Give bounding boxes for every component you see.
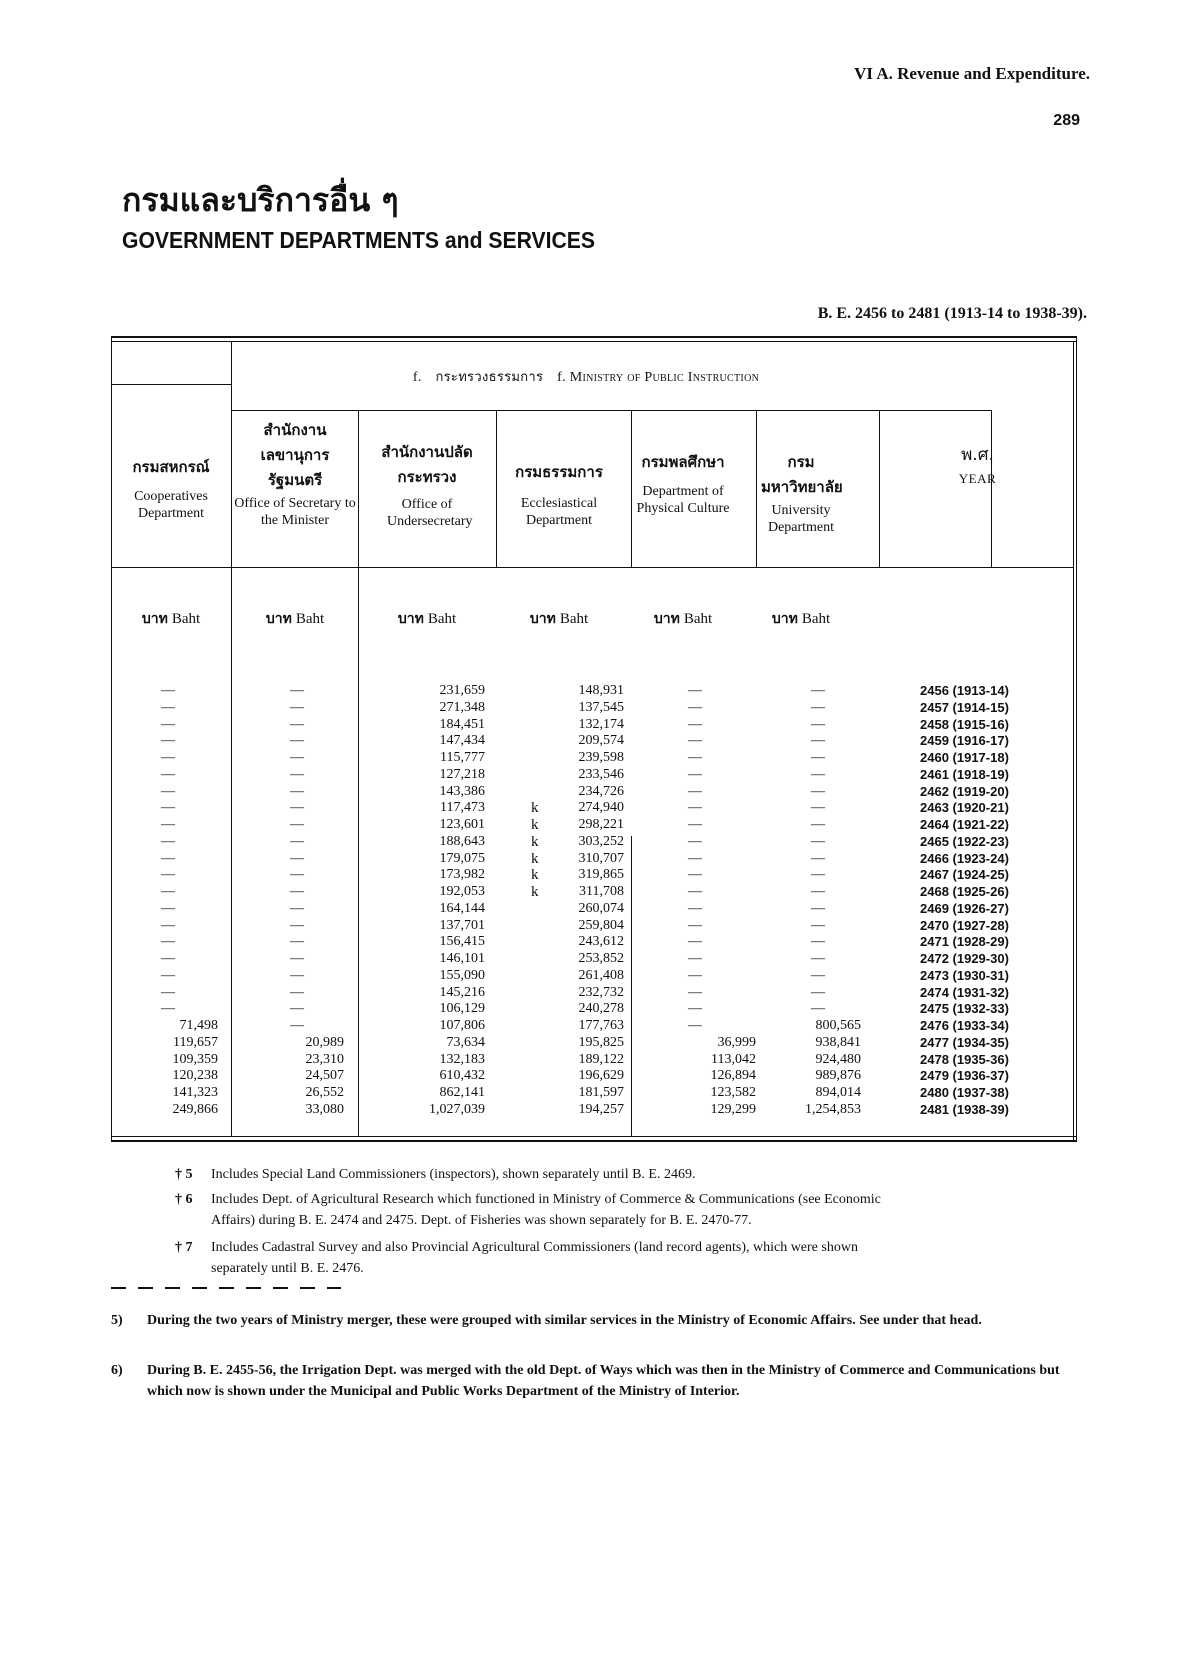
- ministry-heading: [236, 366, 936, 387]
- table-cell: 253,852: [578, 951, 624, 966]
- table-cell: 164,144: [439, 900, 485, 916]
- footnote-7: † 7 Includes Cadastral Survey and also Provincial Agricultural Commissioners (land record agents), which were shown separately until B. E. 2476.: [175, 1240, 858, 1276]
- section-header: VI A. Revenue and Expenditure.: [854, 64, 1090, 83]
- year-label: 2464 (1921-22): [920, 817, 1009, 832]
- column-header-year: พ.ศ. YEAR: [958, 445, 997, 486]
- table-cell: —: [290, 884, 304, 899]
- table-cell: —: [811, 917, 825, 933]
- table-cell: 1,027,039: [429, 1101, 485, 1117]
- table-cell: —: [290, 1018, 304, 1033]
- table-cell: 120,238: [172, 1068, 218, 1084]
- period-range: B. E. 2456 to 2481 (1913-14 to 1938-39).: [817, 305, 1087, 322]
- table-cell: —: [688, 884, 702, 899]
- table-cell: 145,216: [439, 984, 485, 1000]
- column-header-undersecretary: สำนักงานปลัดกระทรวง Office of Undersecretary: [381, 443, 473, 529]
- table-cell: 36,999: [717, 1034, 756, 1050]
- footnote-marker: k: [531, 817, 539, 833]
- table-cell: 231,659: [439, 683, 485, 698]
- table-row: [0, 800, 1181, 817]
- table-cell: —: [688, 951, 702, 966]
- column-header-physical-culture: กรมพลศึกษา Department of Physical Culture: [636, 453, 730, 516]
- table-cell: —: [811, 850, 825, 866]
- table-cell: —: [290, 800, 304, 816]
- table-cell: 123,601: [439, 817, 485, 832]
- column-header-ecclesiastical: กรมธรรมการ Ecclesiastical Department: [515, 463, 603, 528]
- table-cell: 113,042: [711, 1051, 756, 1067]
- table-cell: 109,359: [172, 1051, 218, 1067]
- note-6: 6) During B. E. 2455-56, the Irrigation Dept. was merged with the old Dept. of Ways which was then in the Ministry of Commerce and Communications but which now is shown under the Municipal and Public Works Department of the Ministry of Interior.: [111, 1363, 1060, 1399]
- table-cell: 179,075: [439, 850, 485, 866]
- table-row: [0, 1085, 1181, 1102]
- table-cell: 195,825: [578, 1034, 624, 1050]
- table-cell: —: [688, 867, 702, 883]
- table-cell: 800,565: [815, 1018, 861, 1033]
- table-row: [0, 700, 1181, 717]
- table-row: [0, 1001, 1181, 1018]
- table-row: [0, 985, 1181, 1002]
- table-cell: 319,865: [578, 867, 624, 883]
- table-row: [0, 767, 1181, 784]
- table-cell: 26,552: [305, 1085, 344, 1100]
- table-row: [0, 717, 1181, 734]
- unit-label-ecclesiastical: บาท Baht: [529, 611, 589, 627]
- table-cell: —: [688, 800, 702, 816]
- table-row: [0, 784, 1181, 801]
- table-cell: —: [811, 716, 825, 732]
- table-cell: —: [290, 967, 304, 983]
- table-cell: —: [811, 884, 825, 899]
- table-cell: 249,866: [172, 1101, 218, 1117]
- table-cell: —: [811, 800, 825, 816]
- table-cell: 233,546: [578, 766, 624, 782]
- table-cell: 192,053: [439, 884, 485, 899]
- table-cell: 298,221: [578, 817, 624, 832]
- table-cell: 311,708: [579, 884, 624, 899]
- table-cell: —: [290, 733, 304, 749]
- year-label: 2479 (1936-37): [920, 1068, 1009, 1084]
- table-cell: 20,989: [305, 1034, 344, 1050]
- table-cell: —: [688, 750, 702, 765]
- table-row: [0, 817, 1181, 834]
- table-cell: 181,597: [578, 1085, 624, 1100]
- year-label: 2465 (1922-23): [920, 833, 1009, 849]
- ministry-name-english: Ministry of Public Instruction: [569, 370, 760, 385]
- table-row: [0, 968, 1181, 985]
- year-label: 2462 (1919-20): [920, 783, 1009, 799]
- table-row: [0, 1052, 1181, 1069]
- table-cell: —: [290, 699, 304, 715]
- table-cell: —: [161, 699, 175, 715]
- table-cell: —: [811, 934, 825, 950]
- table-row: [0, 733, 1181, 750]
- table-cell: 177,763: [578, 1018, 624, 1033]
- year-label: 2472 (1929-30): [920, 951, 1009, 966]
- year-label: 2456 (1913-14): [920, 683, 1009, 698]
- table-row: [0, 867, 1181, 884]
- table-cell: 194,257: [578, 1101, 624, 1117]
- column-header-secretary: สำนักงานเลขานุการรัฐมนตรี Office of Secretary to the Minister: [234, 421, 356, 528]
- table-row: [0, 683, 1181, 700]
- table-cell: —: [161, 683, 175, 698]
- table-cell: 73,634: [446, 1034, 485, 1050]
- table-cell: 938,841: [815, 1034, 861, 1050]
- table-cell: —: [290, 867, 304, 883]
- table-cell: 184,451: [439, 716, 485, 732]
- table-cell: —: [290, 750, 304, 765]
- year-label: 2469 (1926-27): [920, 900, 1009, 916]
- table-cell: 310,707: [578, 850, 624, 866]
- year-label: 2467 (1924-25): [920, 867, 1009, 883]
- table-cell: 232,732: [578, 984, 624, 1000]
- table-cell: —: [290, 934, 304, 950]
- table-cell: 132,183: [439, 1051, 485, 1067]
- table-cell: —: [811, 867, 825, 883]
- table-cell: 147,434: [439, 733, 485, 749]
- unit-label-undersecretary: บาท Baht: [397, 611, 457, 627]
- table-cell: 137,701: [439, 917, 485, 933]
- table-cell: —: [290, 850, 304, 866]
- dashed-divider: [111, 1287, 341, 1289]
- table-cell: —: [688, 1018, 702, 1033]
- table-cell: —: [161, 817, 175, 832]
- table-cell: 132,174: [578, 716, 624, 732]
- table-row: [0, 884, 1181, 901]
- table-cell: —: [161, 833, 175, 849]
- table-cell: —: [688, 967, 702, 983]
- table-cell: 137,545: [578, 699, 624, 715]
- year-label: 2466 (1923-24): [920, 850, 1009, 866]
- table-cell: —: [290, 917, 304, 933]
- table-cell: 129,299: [710, 1101, 756, 1117]
- table-cell: —: [688, 900, 702, 916]
- table-cell: 127,218: [439, 766, 485, 782]
- table-cell: 156,415: [439, 934, 485, 950]
- unit-label-physical-culture: บาท Baht: [653, 611, 713, 627]
- ministry-number-thai: f.: [412, 370, 422, 385]
- table-cell: 23,310: [305, 1051, 344, 1067]
- table-cell: —: [290, 783, 304, 799]
- year-label: 2463 (1920-21): [920, 800, 1009, 816]
- table-cell: —: [811, 900, 825, 916]
- table-cell: —: [290, 1001, 304, 1017]
- footnote-6: † 6 Includes Dept. of Agricultural Research which functioned in Ministry of Commerce & Communications (see Economic Affairs) during B. E. 2474 and 2475. Dept. of Fisheries was shown separately for B. E. 2470-77.: [175, 1192, 881, 1228]
- year-label: 2471 (1928-29): [920, 934, 1009, 950]
- table-cell: 862,141: [439, 1085, 485, 1100]
- table-cell: —: [688, 833, 702, 849]
- year-label: 2459 (1916-17): [920, 733, 1009, 749]
- year-label: 2478 (1935-36): [920, 1051, 1009, 1067]
- year-label: 2457 (1914-15): [920, 699, 1009, 715]
- table-cell: —: [811, 766, 825, 782]
- year-label: 2481 (1938-39): [920, 1101, 1009, 1117]
- table-row: [0, 934, 1181, 951]
- table-cell: —: [161, 733, 175, 749]
- table-cell: 239,598: [578, 750, 624, 765]
- table-cell: 119,657: [173, 1034, 218, 1050]
- year-label: 2476 (1933-34): [920, 1018, 1009, 1033]
- unit-label-university: บาท Baht: [771, 611, 831, 627]
- table-cell: 115,777: [440, 750, 485, 765]
- table-cell: 24,507: [305, 1068, 344, 1084]
- page-number: 289: [1053, 112, 1080, 129]
- table-cell: —: [161, 984, 175, 1000]
- table-cell: —: [688, 934, 702, 950]
- table-cell: 924,480: [815, 1051, 861, 1067]
- note-5: 5) During the two years of Ministry merger, these were grouped with similar services in the Ministry of Economic Affairs. See under that head.: [111, 1313, 982, 1328]
- table-cell: —: [688, 699, 702, 715]
- table-row: [0, 851, 1181, 868]
- table-cell: —: [161, 900, 175, 916]
- table-cell: 106,129: [439, 1001, 485, 1017]
- table-cell: 234,726: [578, 783, 624, 799]
- table-cell: —: [811, 1001, 825, 1017]
- table-cell: —: [811, 733, 825, 749]
- table-cell: —: [811, 984, 825, 1000]
- table-cell: —: [161, 934, 175, 950]
- table-cell: —: [290, 984, 304, 1000]
- footnote-marker: k: [531, 800, 539, 817]
- year-label: 2477 (1934-35): [920, 1034, 1009, 1050]
- table-row: [0, 951, 1181, 968]
- table-cell: 123,582: [710, 1085, 756, 1100]
- table-cell: 261,408: [578, 967, 624, 983]
- column-header-cooperatives: กรมสหกรณ์ Cooperatives Department: [132, 458, 210, 521]
- table-cell: 240,278: [578, 1001, 624, 1017]
- table-cell: —: [290, 951, 304, 966]
- table-cell: 71,498: [179, 1018, 218, 1033]
- table-cell: —: [161, 1001, 175, 1017]
- ministry-name-thai: กระทรวงธรรมการ: [435, 370, 544, 385]
- table-cell: 271,348: [439, 699, 485, 715]
- footnote-marker: k: [531, 867, 539, 884]
- table-cell: 143,386: [439, 783, 485, 799]
- table-row: [0, 1018, 1181, 1035]
- table-cell: —: [688, 683, 702, 698]
- year-label: 2468 (1925-26): [920, 884, 1009, 899]
- table-cell: 146,101: [439, 951, 485, 966]
- table-cell: —: [161, 766, 175, 782]
- table-cell: 196,629: [578, 1068, 624, 1084]
- table-cell: —: [811, 683, 825, 698]
- table-row: [0, 834, 1181, 851]
- table-cell: —: [688, 984, 702, 1000]
- footnote-marker: k: [531, 850, 539, 867]
- table-cell: 1,254,853: [805, 1101, 861, 1117]
- table-cell: 259,804: [578, 917, 624, 933]
- table-cell: —: [161, 716, 175, 732]
- table-cell: 260,074: [578, 900, 624, 916]
- table-cell: —: [290, 716, 304, 732]
- table-row: [0, 1068, 1181, 1085]
- table-cell: —: [161, 750, 175, 765]
- table-row: [0, 901, 1181, 918]
- table-cell: 188,643: [439, 833, 485, 849]
- table-cell: —: [161, 800, 175, 816]
- table-cell: 107,806: [439, 1018, 485, 1033]
- table-cell: —: [161, 967, 175, 983]
- table-cell: —: [161, 783, 175, 799]
- table-cell: —: [811, 783, 825, 799]
- table-cell: —: [688, 1001, 702, 1017]
- table-cell: —: [811, 967, 825, 983]
- table-cell: —: [688, 850, 702, 866]
- table-cell: 141,323: [172, 1085, 218, 1100]
- table-cell: —: [161, 850, 175, 866]
- footnote-marker: k: [531, 833, 539, 850]
- table-row: [0, 1102, 1181, 1119]
- table-cell: —: [290, 817, 304, 832]
- table-cell: 189,122: [578, 1051, 624, 1067]
- table-cell: —: [688, 733, 702, 749]
- unit-label-cooperatives: บาท Baht: [141, 611, 201, 627]
- table-cell: 894,014: [815, 1085, 861, 1100]
- table-cell: —: [811, 833, 825, 849]
- table-cell: —: [811, 951, 825, 966]
- table-cell: —: [290, 683, 304, 698]
- table-cell: 148,931: [578, 683, 624, 698]
- footnote-5: † 5 Includes Special Land Commissioners (inspectors), shown separately until B. E. 2469.: [175, 1167, 696, 1182]
- table-row: [0, 918, 1181, 935]
- table-cell: —: [688, 783, 702, 799]
- year-label: 2474 (1931-32): [920, 984, 1009, 1000]
- table-cell: —: [290, 833, 304, 849]
- table-cell: —: [161, 867, 175, 883]
- table-cell: —: [290, 766, 304, 782]
- table-cell: —: [688, 716, 702, 732]
- column-header-university: กรมมหาวิทยาลัย University Department: [761, 453, 843, 535]
- year-label: 2461 (1918-19): [920, 766, 1009, 782]
- ministry-number-english: f.: [557, 370, 566, 385]
- table-cell: 209,574: [578, 733, 624, 749]
- table-cell: 243,612: [578, 934, 624, 950]
- year-label: 2458 (1915-16): [920, 716, 1009, 732]
- table-cell: —: [811, 750, 825, 765]
- table-cell: —: [290, 900, 304, 916]
- table-cell: —: [161, 884, 175, 899]
- table-cell: —: [688, 817, 702, 832]
- table-cell: 610,432: [439, 1068, 485, 1084]
- unit-label-secretary: บาท Baht: [265, 611, 325, 627]
- table-cell: —: [688, 917, 702, 933]
- year-label: 2470 (1927-28): [920, 917, 1009, 933]
- table-cell: 126,894: [710, 1068, 756, 1084]
- table-cell: 274,940: [578, 800, 624, 816]
- page-title-english: GOVERNMENT DEPARTMENTS and SERVICES: [122, 227, 596, 253]
- year-label: 2480 (1937-38): [920, 1085, 1009, 1100]
- table-cell: —: [811, 699, 825, 715]
- year-label: 2473 (1930-31): [920, 967, 1009, 983]
- table-row: [0, 750, 1181, 767]
- table-cell: 117,473: [440, 800, 485, 816]
- footnote-marker: k: [531, 884, 539, 900]
- table-cell: 155,090: [439, 967, 485, 983]
- table-cell: —: [161, 951, 175, 966]
- table-cell: —: [161, 917, 175, 933]
- table-row: [0, 1035, 1181, 1052]
- table-cell: 989,876: [815, 1068, 861, 1084]
- table-cell: 33,080: [305, 1101, 344, 1117]
- page-title-thai: กรมและบริการอื่น ๆ: [122, 181, 399, 219]
- table-cell: —: [811, 817, 825, 832]
- year-label: 2475 (1932-33): [920, 1001, 1009, 1017]
- table-cell: 173,982: [439, 867, 485, 883]
- table-cell: —: [688, 766, 702, 782]
- year-label: 2460 (1917-18): [920, 750, 1009, 765]
- table-cell: 303,252: [578, 833, 624, 849]
